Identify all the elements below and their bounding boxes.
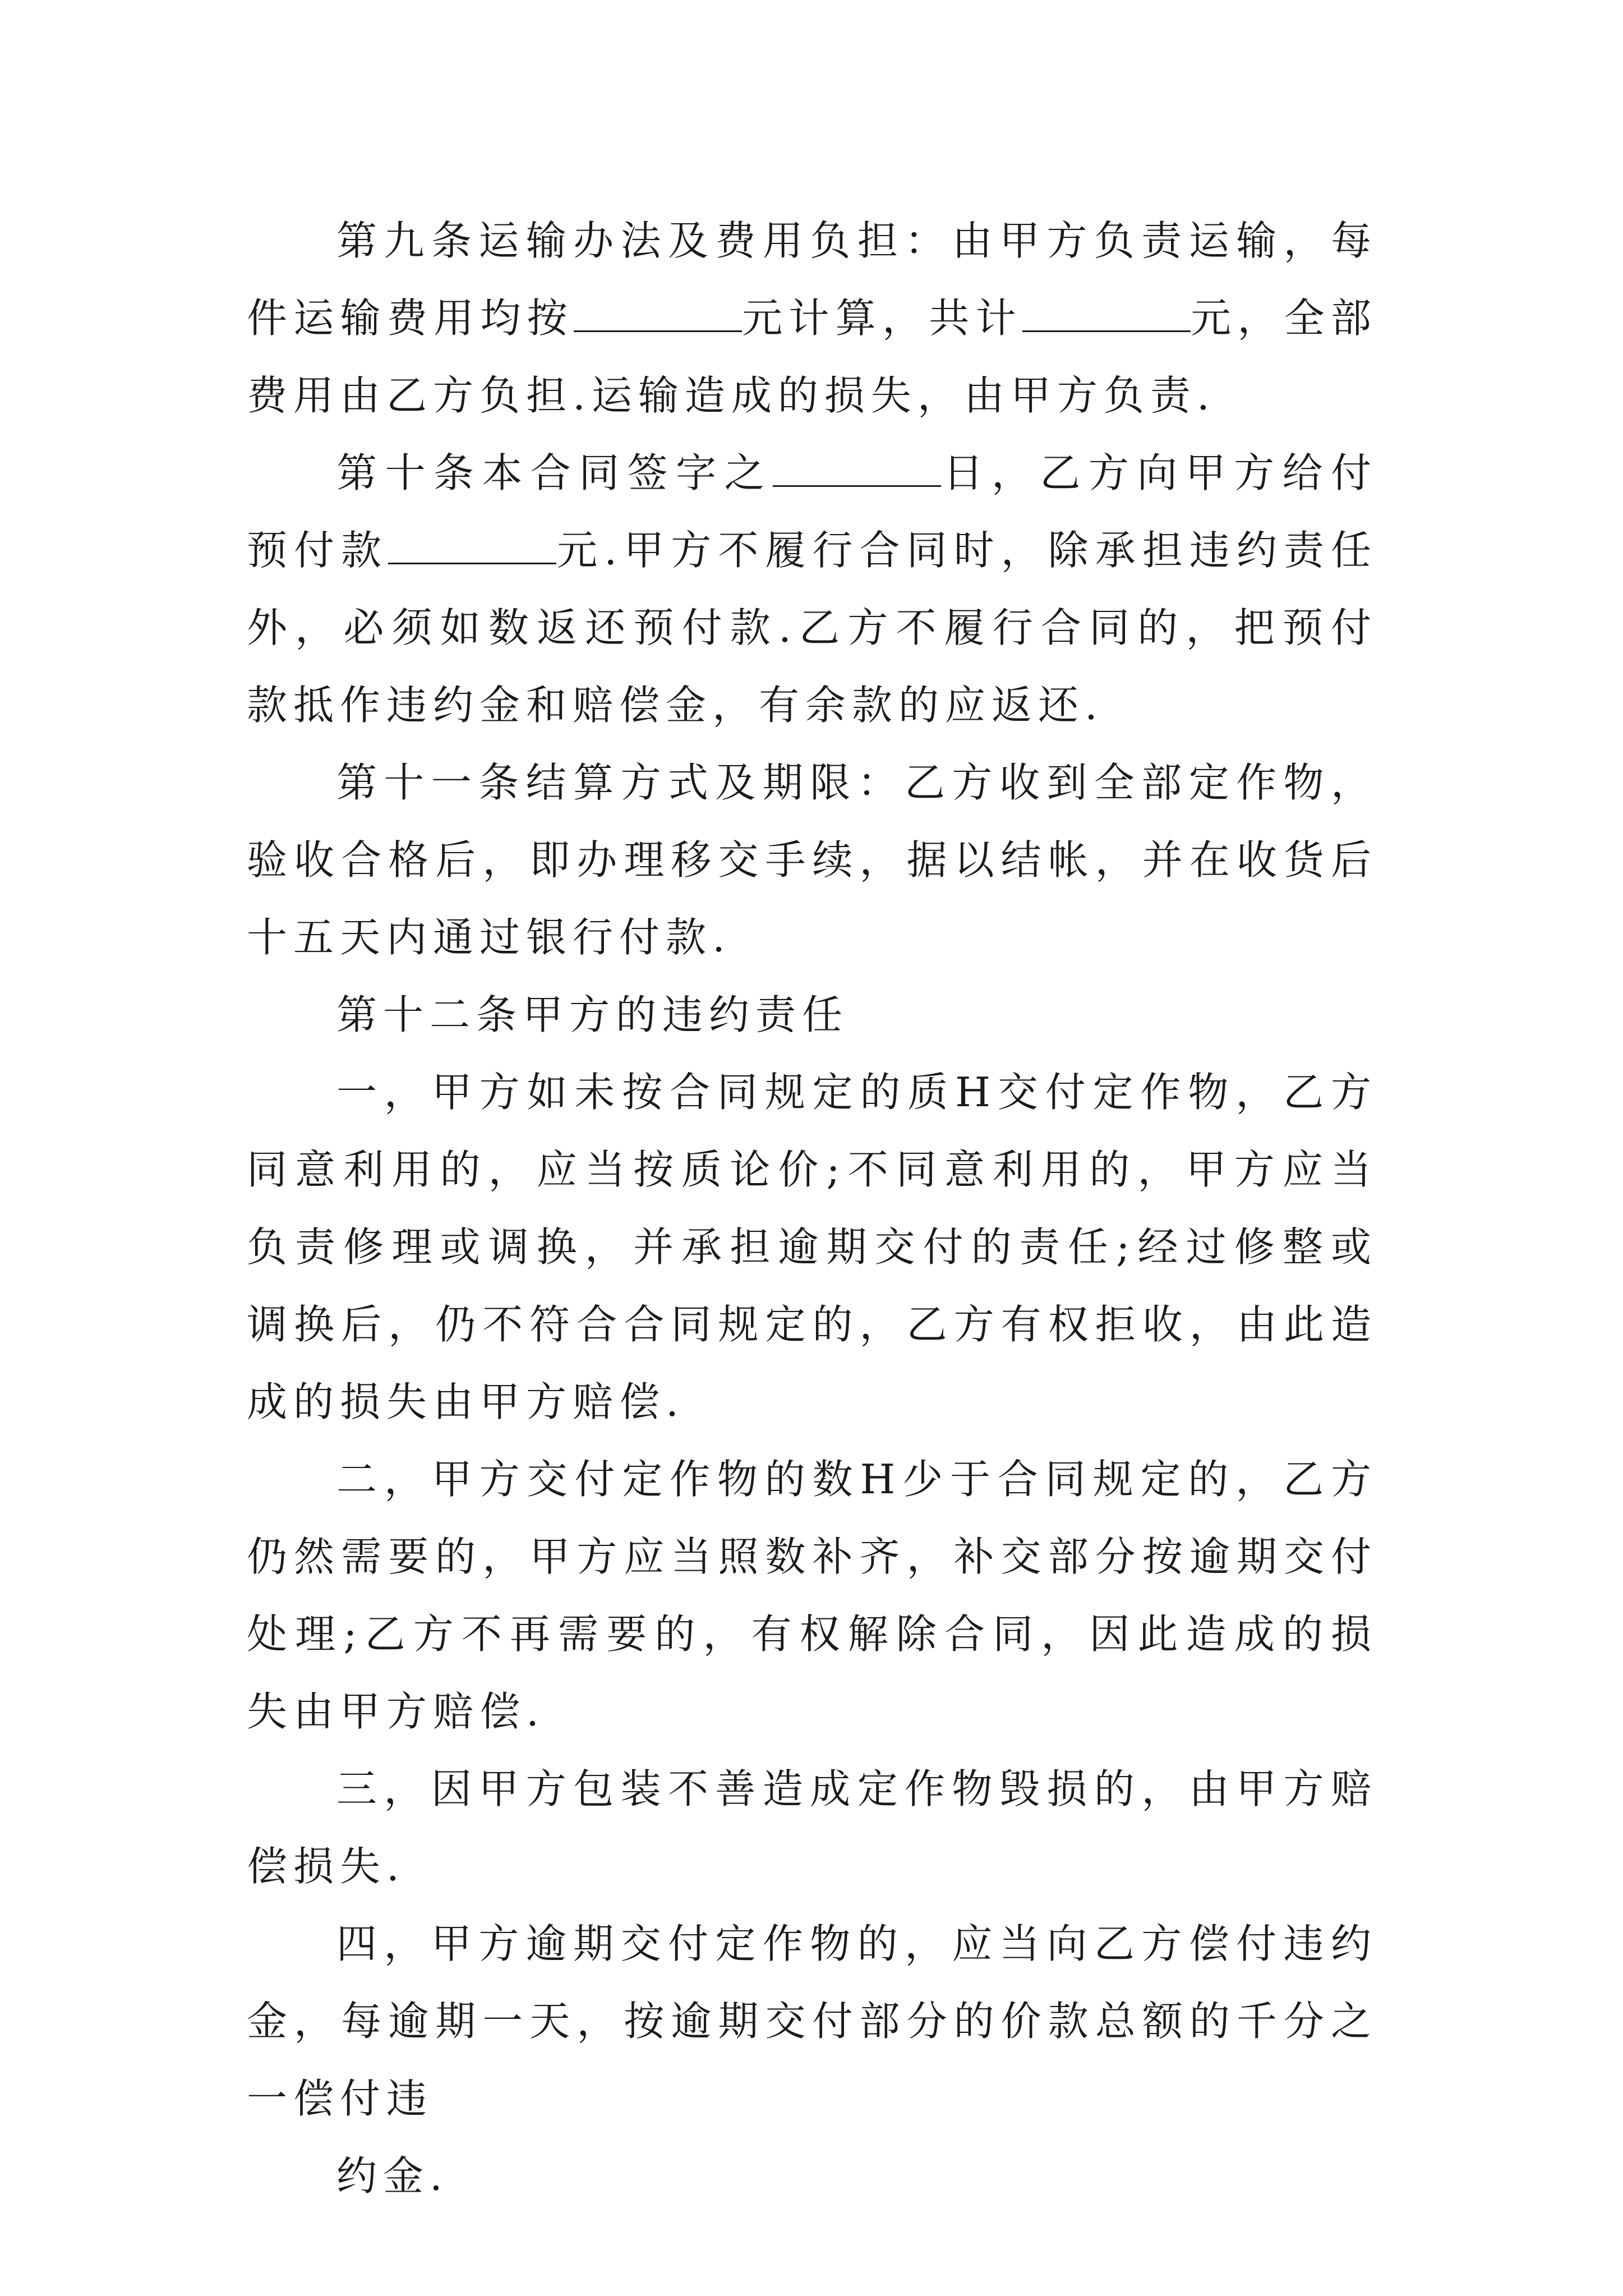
clause-10-text-c: 元.甲方不履行合同时，除承担违约责任外，必须如数返还预付款.乙方不履行合同的，把预付款抵作违约金和赔偿金，有余款的应返还.: [247, 527, 1377, 729]
clause-12-item-3: 三，因甲方包装不善造成定作物毁损的，由甲方赔偿损失.: [247, 1765, 1377, 1890]
blank-field-total-cost: [1022, 297, 1191, 332]
blank-field-unit-cost: [574, 297, 742, 332]
clause-9: [247, 202, 1377, 434]
blank-field-sign-day: [773, 452, 941, 487]
clause-12-item-1: 一，甲方如未按合同规定的质H交付定作物，乙方同意利用的，应当按质论价;不同意利用的，甲方应当负责修理或调换，并承担逾期交付的责任;经过修整或调换后，仍不符合合同规定的，乙方有权拒收，由此造成的损失由甲方赔偿.: [247, 1069, 1377, 1425]
clause-11: 第十一条结算方式及期限：乙方收到全部定作物，验收合格后，即办理移交手续，据以结帐，并在收货后十五天内通过银行付款.: [247, 759, 1377, 961]
blank-field-prepayment: [388, 529, 556, 564]
clause-12-item-2: 二，甲方交付定作物的数H少于合同规定的，乙方仍然需要的，甲方应当照数补齐，补交部分按逾期交付处理;乙方不再需要的，有权解除合同，因此造成的损失由甲方赔偿.: [247, 1456, 1377, 1735]
clause-10-text-b: 日，乙方向甲方给付预付款: [247, 449, 1377, 574]
clause-9-text-a: 第九条运输办法及费用负担：由甲方负责运输，每件运输费用均按: [247, 217, 1377, 342]
clause-12-item-4-continued: 约金.: [336, 2152, 449, 2200]
clause-12-heading: 第十二条甲方的违约责任: [336, 991, 849, 1038]
document-body: [247, 202, 1377, 2215]
clause-10: [247, 434, 1377, 744]
clause-9-text-c: 元，全部费用由乙方负担.运输造成的损失，由甲方负责.: [247, 295, 1377, 419]
clause-10-text-a: 第十条本合同签字之: [336, 449, 773, 496]
clause-9-text-b: 元计算，共计: [741, 295, 1022, 342]
clause-12-item-4: 四，甲方逾期交付定作物的，应当向乙方偿付违约金，每逾期一天，按逾期交付部分的价款总额的千分之一偿付违: [247, 1920, 1377, 2122]
